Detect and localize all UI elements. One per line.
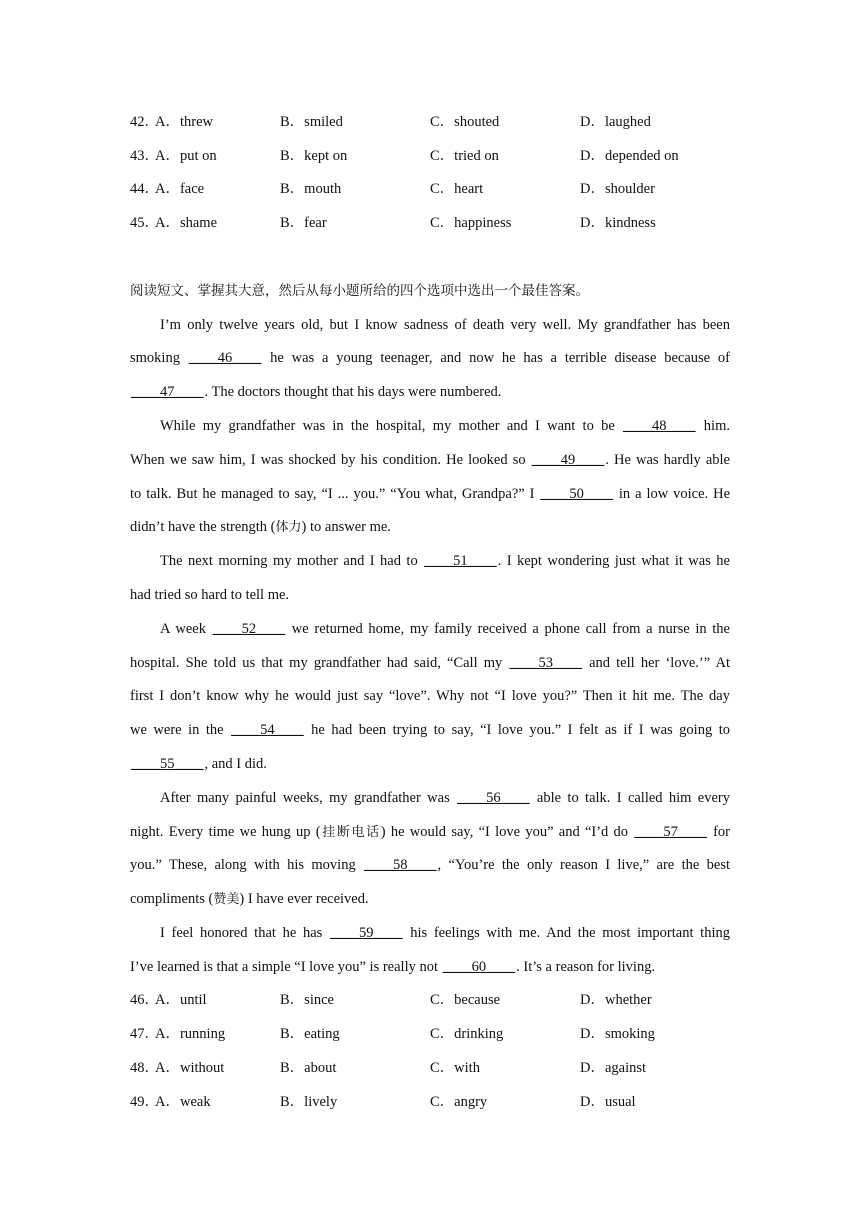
blank-50: ____50____	[540, 486, 613, 502]
question-42	[130, 111, 750, 133]
option-a: A．threw	[155, 114, 213, 130]
option-a: A．without	[155, 1060, 225, 1076]
passage-line	[130, 854, 730, 876]
option-d: D．laughed	[580, 114, 651, 130]
blank-48: ____48____	[623, 418, 696, 434]
passage-line	[160, 314, 730, 336]
option-b: B．mouth	[280, 181, 342, 197]
option-a: A．face	[155, 181, 205, 197]
text: , and I did.	[204, 756, 267, 772]
text: While my grandfather was in the hospital, my mother and I want to be	[160, 418, 623, 434]
question-number: 43．	[130, 148, 159, 164]
text: able to talk. I called him every	[530, 790, 731, 806]
text: compliments (	[130, 891, 214, 907]
chinese-gloss: 体力	[275, 520, 302, 535]
text: had tried so hard to tell me.	[130, 587, 290, 603]
blank-54: ____54____	[231, 722, 304, 738]
option-a: A．put on	[155, 148, 217, 164]
blank-51: ____51____	[424, 553, 497, 569]
text: . I kept wondering just what it was he	[497, 553, 730, 569]
question-49	[130, 1091, 750, 1113]
chinese-gloss: 赞美	[213, 892, 240, 907]
option-c: C．shouted	[430, 114, 500, 130]
text: When we saw him, I was shocked by his condition. He looked so	[130, 452, 531, 468]
passage-line	[130, 516, 730, 538]
blank-47: ____47____	[131, 384, 204, 400]
text: his feelings with me. And the most important thing	[403, 925, 730, 941]
question-44	[130, 178, 750, 200]
option-b: B．about	[280, 1060, 337, 1076]
question-number: 49．	[130, 1094, 159, 1110]
question-47	[130, 1023, 750, 1045]
passage-line	[130, 584, 730, 606]
passage-line	[130, 347, 730, 369]
text: smoking	[130, 350, 188, 366]
question-45	[130, 212, 750, 234]
text: night. Every time we hung up (	[130, 824, 321, 840]
option-a: A．until	[155, 992, 207, 1008]
text: . It’s a reason for living.	[516, 959, 656, 975]
option-a: A．weak	[155, 1094, 211, 1110]
text: The next morning my mother and I had to	[160, 553, 424, 569]
chinese-gloss: 挂断电话	[320, 825, 381, 840]
option-d: D．shoulder	[580, 181, 655, 197]
option-d: D．smoking	[580, 1026, 655, 1042]
question-number: 44．	[130, 181, 159, 197]
option-d: D．depended on	[580, 148, 679, 164]
text: ) I have ever received.	[239, 891, 369, 907]
option-c: C．with	[430, 1060, 480, 1076]
option-d: D．whether	[580, 992, 652, 1008]
passage-line	[130, 652, 730, 674]
question-number: 46．	[130, 992, 159, 1008]
blank-46: ____46____	[188, 350, 262, 366]
question-43	[130, 145, 750, 167]
blank-57: ____57____	[634, 824, 707, 840]
text: and tell her ‘love.’” At	[582, 655, 730, 671]
passage-line	[130, 449, 730, 471]
option-b: B．eating	[280, 1026, 340, 1042]
option-b: B．since	[280, 992, 334, 1008]
blank-56: ____56____	[457, 790, 530, 806]
text: to talk. But he managed to say, “I ... you.” “You what, Grandpa?” I	[130, 486, 540, 502]
passage-line	[130, 719, 730, 741]
option-d: D．kindness	[580, 215, 656, 231]
question-48	[130, 1057, 750, 1079]
option-d: D．usual	[580, 1094, 636, 1110]
question-number: 42．	[130, 114, 159, 130]
text: , “You’re the only reason I live,” are the best	[437, 857, 730, 873]
text: . The doctors thought that his days were numbered.	[204, 384, 502, 400]
text: we returned home, my family received a phone call from a nurse in the	[286, 621, 730, 637]
blank-58: ____58____	[364, 857, 437, 873]
passage-line	[130, 956, 730, 978]
blank-52: ____52____	[212, 621, 286, 637]
text: I feel honored that he has	[160, 925, 330, 941]
option-b: B．kept on	[280, 148, 348, 164]
question-number: 45．	[130, 215, 159, 231]
passage-line	[160, 618, 730, 640]
option-d: D．against	[580, 1060, 647, 1076]
text: he was a young teenager, and now he has a terrible disease because of	[262, 350, 730, 366]
passage-line	[130, 753, 730, 775]
option-c: C．because	[430, 992, 501, 1008]
text: he had been trying to say, “I love you.” I felt as if I was going to	[304, 722, 730, 738]
option-a: A．shame	[155, 215, 218, 231]
option-c: C．angry	[430, 1094, 488, 1110]
passage-line	[130, 685, 730, 707]
text: After many painful weeks, my grandfather was	[160, 790, 457, 806]
text: ) he would say, “I love you” and “I’d do	[380, 824, 634, 840]
option-b: B．lively	[280, 1094, 338, 1110]
text: I’m only twelve years old, but I know sadness of death very well. My grandfather has been	[160, 317, 730, 333]
blank-55: ____55____	[131, 756, 204, 772]
passage-line	[160, 415, 730, 437]
option-b: B．smiled	[280, 114, 343, 130]
passage-line	[130, 821, 730, 843]
passage-line	[160, 550, 730, 572]
text: didn’t have the strength (	[130, 519, 276, 535]
passage-line	[160, 922, 730, 944]
option-a: A．running	[155, 1026, 226, 1042]
blank-49: ____49____	[531, 452, 605, 468]
passage-line	[160, 787, 730, 809]
text: I’ve learned is that a simple “I love you” is really not	[130, 959, 442, 975]
blank-59: ____59____	[330, 925, 403, 941]
text: . He was hardly able	[605, 452, 730, 468]
question-number: 47．	[130, 1026, 159, 1042]
question-46	[130, 989, 750, 1011]
option-c: C．drinking	[430, 1026, 504, 1042]
section-instruction: 阅读短文、掌握其大意，然后从每小题所给的四个选项中选出一个最佳答案。	[130, 283, 589, 299]
option-b: B．fear	[280, 215, 327, 231]
text: hospital. She told us that my grandfather had said, “Call my	[130, 655, 509, 671]
passage-line	[130, 888, 730, 910]
text: A week	[160, 621, 212, 637]
option-c: C．happiness	[430, 215, 512, 231]
text: you.” These, along with his moving	[130, 857, 364, 873]
passage-line	[130, 381, 730, 403]
option-c: C．heart	[430, 181, 484, 197]
text: first I don’t know why he would just say “love”. Why not “I love you?” Then it hit me. The day	[130, 688, 730, 704]
text: in a low voice. He	[613, 486, 730, 502]
question-number: 48．	[130, 1060, 159, 1076]
text: him.	[696, 418, 730, 434]
text: for	[707, 824, 730, 840]
blank-53: ____53____	[509, 655, 582, 671]
text: we were in the	[130, 722, 231, 738]
blank-60: ____60____	[442, 959, 516, 975]
option-c: C．tried on	[430, 148, 499, 164]
text: ) to answer me.	[301, 519, 391, 535]
passage-line	[130, 483, 730, 505]
